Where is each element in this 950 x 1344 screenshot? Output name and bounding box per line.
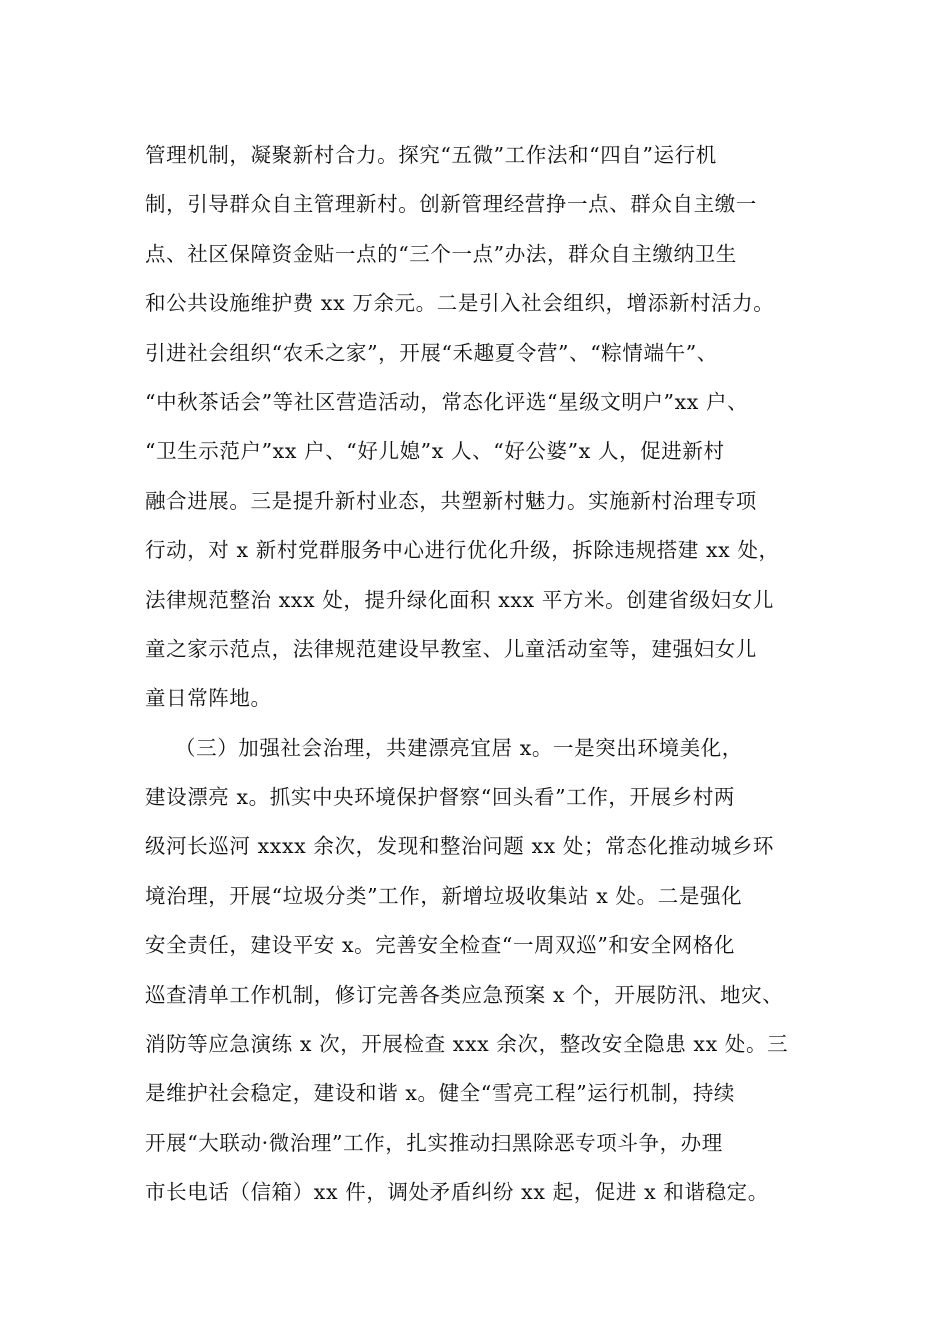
text-line: 引进社会组织“农禾之家”，开展“禾趣夏令营”、“粽情端午”、 [145, 340, 718, 365]
text-line: 和公共设施维护费 xx 万余元。二是引入社会组织，增添新村活力。 [145, 291, 775, 316]
text-line: 点、社区保障资金贴一点的“三个一点”办法，群众自主缴纳卫生 [145, 241, 737, 266]
text-line: 融合进展。三是提升新村业态，共塑新村魅力。实施新村治理专项 [145, 488, 757, 513]
text-line: 境治理，开展“垃圾分类”工作，新增垃圾收集站 x 处。二是强化 [145, 883, 743, 908]
text-line: 建设漂亮 x。抓实中央环境保护督察“回头看”工作，开展乡村两 [145, 785, 736, 810]
body-text [145, 131, 815, 1218]
text-line: 制，引导群众自主管理新村。创新管理经营挣一点、群众自主缴一 [145, 192, 757, 217]
text-line: “中秋茶话会”等社区营造活动，常态化评选“星级文明户”xx 户、 [145, 389, 749, 414]
text-line: 巡查清单工作机制，修订完善各类应急预案 x 个，开展防汛、地灾、 [145, 982, 784, 1007]
text-line: 消防等应急演练 x 次，开展检查 xxx 余次，整改安全隐患 xx 处。三 [145, 1032, 789, 1057]
paragraph-1 [145, 131, 815, 724]
text-line: 管理机制，凝聚新村合力。探究“五微”工作法和“四自”运行机 [145, 143, 717, 167]
text-line: 市长电话（信箱）xx 件，调处矛盾纠纷 xx 起，促进 x 和谐稳定。 [145, 1180, 769, 1205]
text-line: 法律规范整治 xxx 处，提升绿化面积 xxx 平方米。创建省级妇女儿 [145, 587, 774, 612]
text-line: 安全责任，建设平安 x。完善安全检查“一周双巡”和安全网格化 [145, 933, 736, 958]
text-line: 童之家示范点，法律规范建设早教室、儿童活动室等，建强妇女儿 [145, 636, 757, 661]
text-line: “卫生示范户”xx 户、“好儿媳”x 人、“好公婆”x 人，促进新村 [145, 439, 725, 464]
paragraph-2 [145, 724, 815, 1218]
text-line-indented: （三）加强社会治理，共建漂亮宜居 x。一是突出环境美化， [175, 735, 743, 760]
text-line: 行动，对 x 新村党群服务中心进行优化升级，拆除违规搭建 xx 处， [145, 538, 780, 563]
text-line: 是维护社会稳定，建设和谐 x。健全“雪亮工程”运行机制，持续 [145, 1081, 736, 1106]
text-line: 级河长巡河 xxxx 余次，发现和整治问题 xx 处；常态化推动城乡环 [145, 834, 774, 859]
text-line: 童日常阵地。 [145, 686, 272, 711]
text-line: 开展“大联动·微治理”工作，扎实推动扫黑除恶专项斗争，办理 [145, 1130, 723, 1155]
